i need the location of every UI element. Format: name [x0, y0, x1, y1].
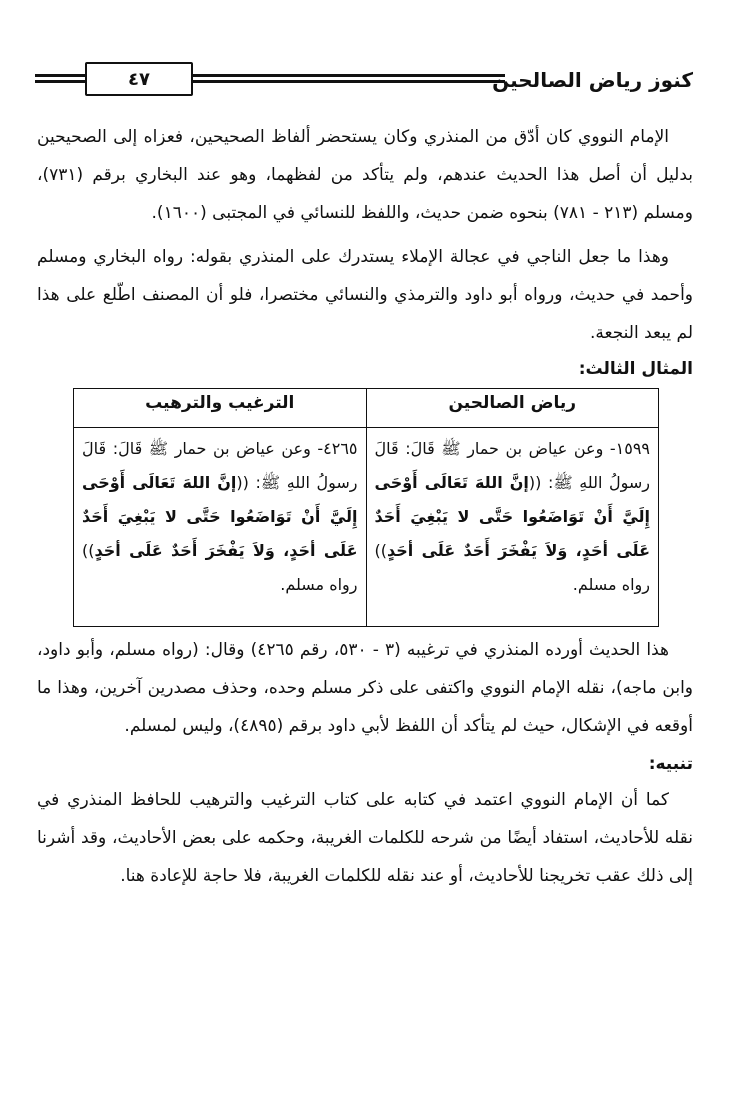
paragraph-3: هذا الحديث أورده المنذري في ترغيبه (٣ - ٥٣٠، رقم ٤٢٦٥) وقال: (رواه مسلم، وأبو داود، وابن ماجه)، نقله الإمام النووي واكتفى على ذكر مسلم وحده، وحذف مصدرين آخرين، وهذا ما أوقعه في الإشكال، حيث لم يتأكد أن اللفظ لأبي داود برقم (٤٨٩٥)، وليس لمسلم.: [37, 640, 693, 736]
targhib-intro: ٤٢٦٥- وعن عياض بن حمار ﷺ قَالَ: قَالَ رسولُ اللهِ ﷺ: ((: [82, 439, 358, 492]
column-header-riyad: رياض الصالحين: [366, 389, 659, 428]
page-header: [35, 62, 693, 102]
riyad-intro: ١٥٩٩- وعن عياض بن حمار ﷺ قَالَ: قَالَ رسولُ اللهِ ﷺ: ((: [374, 439, 651, 492]
header-rule-left: [35, 74, 85, 83]
cell-riyad-hadith: [366, 428, 659, 627]
heading-third-example: المثال الثالث:: [578, 359, 693, 379]
paragraph-1: الإمام النووي كان أدّق من المنذري وكان يستحضر ألفاظ الصحيحين، فعزاه إلى الصحيحين بدليل أن أصل هذا الحديث عندهم، ولم يتأكد من لفظهما، وهو عند البخاري برقم (٧٣١)، ومسلم (٢١٣ - ٧٨١) بنحوه ضمن حديث، واللفظ للنسائي في المجتبى (١٦٠٠).: [37, 127, 693, 223]
paragraph-4: كما أن الإمام النووي اعتمد في كتابه على كتاب الترغيب والترهيب للحافظ المنذري في نقله للأحاديث، استفاد أيضًا من شرحه للكلمات الغريبة، وحكمه على بعض الأحاديث، وقد أشرنا إلى ذلك عقب تخريجنا للأحاديث، أو عند نقله للكلمات الغريبة، فلا حاجة للإعادة هنا.: [37, 790, 693, 886]
page-content: [37, 118, 693, 895]
heading-note: تنبيه:: [648, 754, 693, 774]
header-rule-right: [193, 74, 505, 83]
comparison-table: [73, 388, 659, 627]
targhib-hadith-text: إنَّ اللهَ تَعَالَى أَوْحَى إِلَيَّ أَنْ تَوَاضَعُوا حَتَّى لا يَبْغِيَ أَحَدٌ عَلَى أحَدٍ، وَلاَ يَفْخَرَ أَحَدٌ عَلَى أحَدٍ: [82, 473, 358, 560]
column-header-targhib: الترغيب والترهيب: [74, 389, 367, 428]
riyad-hadith-text: إنَّ اللهَ تَعَالَى أَوْحَى إِلَيَّ أَنْ تَوَاضَعُوا حَتَّى لا يَبْغِيَ أَحَدٌ عَلَى أحَدٍ، وَلاَ يَفْخَرَ أَحَدٌ عَلَى أحَدٍ: [374, 473, 650, 560]
riyad-outro: )) رواه مسلم.: [374, 541, 650, 594]
targhib-outro: )) رواه مسلم.: [82, 541, 358, 594]
cell-targhib-hadith: [74, 428, 367, 627]
page-number: [85, 62, 193, 96]
page-number-text: ٤٧: [128, 68, 150, 90]
paragraph-2: وهذا ما جعل الناجي في عجالة الإملاء يستدرك على المنذري بقوله: رواه البخاري ومسلم وأحمد في حديث، ورواه أبو داود والترمذي والنسائي مختصرا، فلو أن المصنف اطّلع على هذا لم يبعد النجعة.: [37, 247, 693, 343]
book-title: كنوز رياض الصالحين: [492, 68, 693, 92]
